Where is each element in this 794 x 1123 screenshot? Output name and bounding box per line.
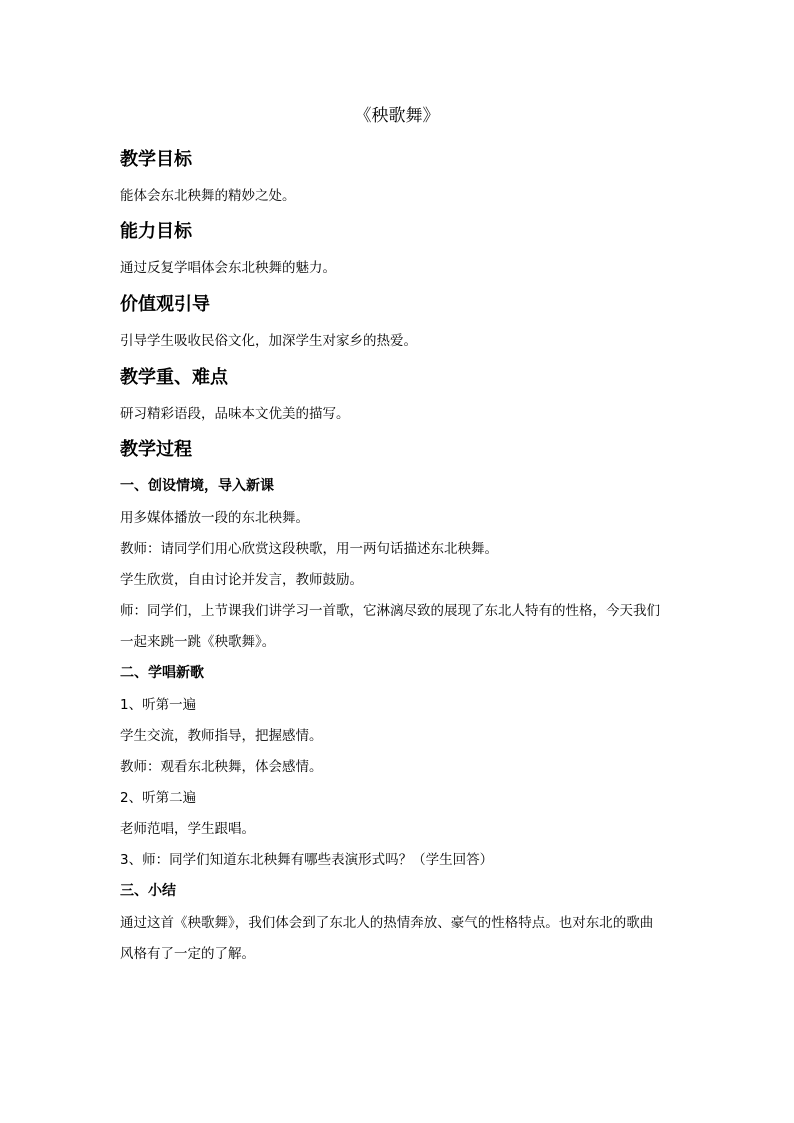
- paragraph-line: 学生交流，教师指导，把握感情。: [120, 728, 323, 744]
- heading-ability-goal: 能力目标: [120, 221, 192, 242]
- paragraph-line: 老师范唱，学生跟唱。: [120, 821, 255, 837]
- text-value-guidance: 引导学生吸收民俗文化，加深学生对家乡的热爱。: [120, 333, 417, 349]
- paragraph-line: 教师：观看东北秧舞，体会感情。: [120, 759, 323, 775]
- text-key-points: 研习精彩语段，品味本文优美的描写。: [120, 406, 350, 422]
- subheading-part1: 一、创设情境，导入新课: [120, 478, 274, 494]
- paragraph-line: 学生欣赏，自由讨论并发言，教师鼓励。: [120, 572, 363, 588]
- subheading-part2: 二、学唱新歌: [120, 665, 204, 681]
- text-teaching-goal: 能体会东北秧舞的精妙之处。: [120, 188, 296, 204]
- text-ability-goal: 通过反复学唱体会东北秧舞的魅力。: [120, 260, 336, 276]
- paragraph-line: 师：同学们，上节课我们讲学习一首歌，它淋漓尽致的展现了东北人特有的性格，今天我们: [120, 603, 660, 619]
- paragraph-line: 2、听第二遍: [120, 790, 197, 806]
- paragraph-line: 通过这首《秧歌舞》，我们体会到了东北人的热情奔放、豪气的性格特点。也对东北的歌曲: [120, 915, 654, 931]
- heading-teaching-goal: 教学目标: [120, 149, 192, 170]
- paragraph-line: 3、师：同学们知道东北秧舞有哪些表演形式吗？（学生回答）: [120, 852, 494, 868]
- paragraph-line: 用多媒体播放一段的东北秧舞。: [120, 510, 309, 526]
- heading-value-guidance: 价值观引导: [120, 294, 210, 315]
- heading-teaching-process: 教学过程: [120, 439, 192, 460]
- paragraph-line: 一起来跳一跳《秧歌舞》。: [120, 634, 276, 650]
- subheading-part3: 三、小结: [120, 883, 176, 899]
- document-title: 《秧歌舞》: [354, 106, 440, 126]
- paragraph-line: 1、听第一遍: [120, 697, 197, 713]
- paragraph-line: 教师：请同学们用心欣赏这段秧歌，用一两句话描述东北秧舞。: [120, 541, 498, 557]
- heading-key-points: 教学重、难点: [120, 367, 228, 388]
- paragraph-line: 风格有了一定的了解。: [120, 946, 255, 962]
